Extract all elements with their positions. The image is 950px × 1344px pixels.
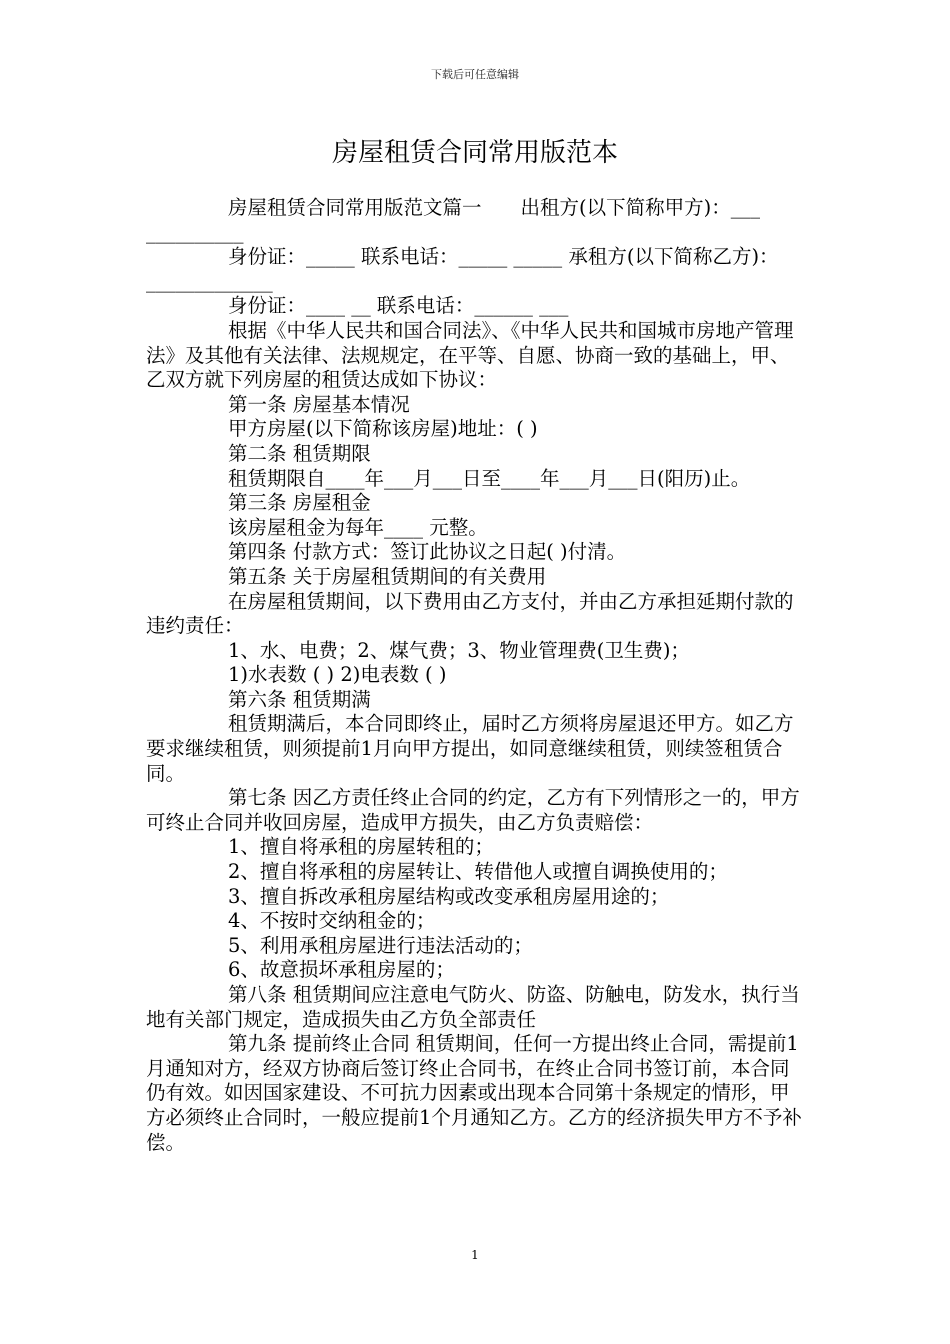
paragraph-preamble: 根据《中华人民共和国合同法》、《中华人民共和国城市房地产管理法》及其他有关法律、法规规定，在平等、自愿、协商一致的基础上，甲、乙双方就下列房屋的租赁达成如下协议： (146, 318, 794, 392)
article-7-heading: 第七条 因乙方责任终止合同的约定，乙方有下列情形之一的，甲方可终止合同并收回房屋，造成甲方损失，由乙方负责赔偿： (146, 786, 800, 834)
article-8-paragraph: 第八条 租赁期间应注意电气防火、防盗、防触电，防发水，执行当地有关部门规定，造成损失由乙方负全部责任 (146, 983, 800, 1031)
paragraph-lessee-id-phone: 身份证：____ __ 联系电话：______ ___ (228, 294, 569, 318)
document-title: 房屋租赁合同常用版范本 (331, 138, 618, 168)
paragraph-rent: 该房屋租金为每年____ 元整。 (228, 515, 488, 539)
article-3-heading: 第三条 房屋租金 (228, 491, 371, 515)
list-item: 2、擅自将承租的房屋转让、转借他人或擅自调换使用的； (228, 860, 728, 884)
article-9-paragraph: 第九条 提前终止合同 租赁期间，任何一方提出终止合同，需提前1月通知对方，经双方协商后签订终止合同书，在终止合同书签订前，本合同仍有效。如因国家建设、不可抗力因素或出现本合同第十条规定的情形，甲方必须终止合同时，一般应提前1个月通知乙方。乙方的经济损失甲方不予补偿。 (146, 1032, 802, 1154)
article-1-heading: 第一条 房屋基本情况 (228, 392, 410, 416)
paragraph-address: 甲方房屋(以下简称该房屋)地址：( ) (228, 417, 538, 441)
document-body (146, 196, 806, 1155)
list-item: 3、擅自拆改承租房屋结构或改变承租房屋用途的； (228, 884, 670, 908)
article-5-heading: 第五条 关于房屋租赁期间的有关费用 (228, 564, 547, 588)
article-2-heading: 第二条 租赁期限 (228, 441, 371, 465)
paragraph-meter-readings: 1)水表数 ( ) 2)电表数 ( ) (228, 663, 447, 687)
list-item: 1、擅自将承租的房屋转租的； (228, 835, 494, 859)
paragraph-fee-items: 1、水、电费；2、煤气费；3、物业管理费(卫生费)； (228, 638, 690, 662)
article-4-heading: 第四条 付款方式：签订此协议之日起( )付清。 (228, 540, 627, 564)
paragraph-lessor-line: 房屋租赁合同常用版范文篇一 出租方(以下简称甲方)：___ __________ (146, 196, 760, 244)
list-item: 4、不按时交纳租金的； (228, 909, 436, 933)
page-header: 下载后可任意编辑 (431, 68, 519, 81)
list-item: 6、故意损坏承租房屋的； (228, 958, 455, 982)
paragraph-lease-term: 租赁期限自____年___月___日至____年___月___日(阳历)止。 (228, 466, 751, 490)
page-number: 1 (471, 1248, 479, 1262)
article-6-heading: 第六条 租赁期满 (228, 687, 371, 711)
list-item: 5、利用承租房屋进行违法活动的； (228, 933, 533, 957)
paragraph-expiry: 租赁期满后，本合同即终止，届时乙方须将房屋退还甲方。如乙方要求继续租赁，则须提前1月向甲方提出，如同意继续租赁，则续签租赁合同。 (146, 712, 794, 785)
paragraph-id-phone-lessee: 身份证：_____ 联系电话：_____ _____ 承租方(以下简称乙方)：_____________ (146, 245, 779, 293)
paragraph-fees: 在房屋租赁期间，以下费用由乙方支付，并由乙方承担延期付款的违约责任： (146, 589, 794, 638)
